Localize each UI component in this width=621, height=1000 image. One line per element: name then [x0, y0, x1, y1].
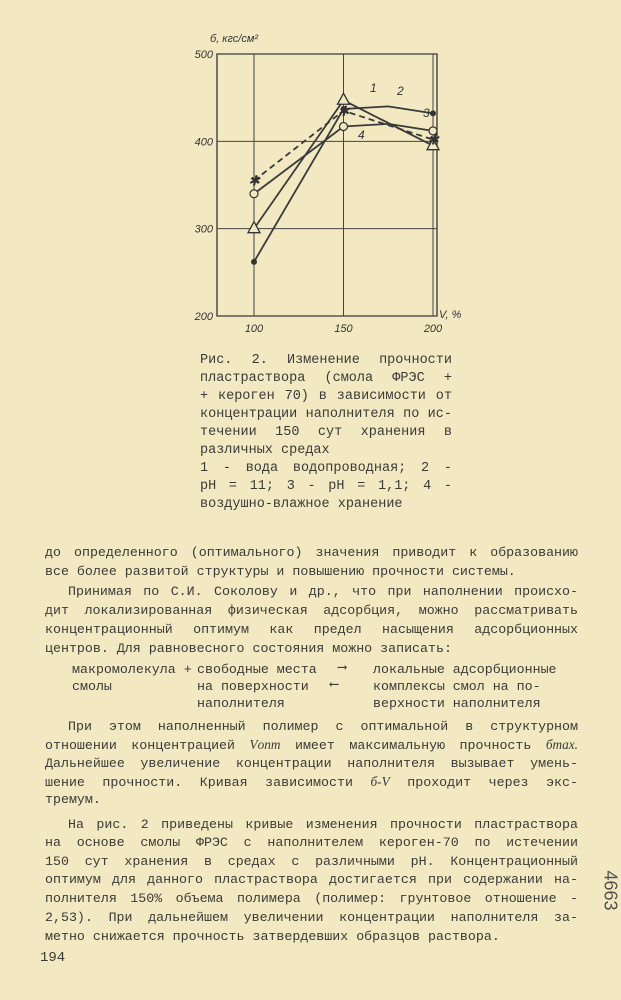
text-fragment: имеет максимальную прочность: [280, 738, 546, 753]
y-tick-label: 200: [194, 311, 213, 323]
caption-line: воздушно-влажное хранение: [200, 497, 403, 512]
text-line: Дальнейшее увеличение концентрации наполнителя вызывает умень-: [45, 756, 578, 771]
filled-circle-marker: [430, 110, 436, 116]
v-opt-symbol: Vопт: [249, 737, 281, 752]
text-line: [45, 772, 578, 792]
series-label: 2: [397, 84, 404, 98]
y-tick-label: 500: [194, 49, 213, 61]
caption-line: концентрации наполнителя по ис-: [200, 407, 452, 422]
arrow-right-icon: ⟶: [338, 660, 347, 675]
y-axis-label: б, кгс/см²: [210, 33, 259, 45]
page-number: 194: [40, 950, 66, 966]
text-fragment: проходит через экс-: [389, 775, 578, 790]
open-circle-marker: [340, 122, 348, 130]
text-line: На рис. 2 приведены кривые изменения прочности пластраствора: [68, 817, 578, 832]
y-tick-label: 300: [194, 223, 213, 236]
caption-line: + кероген 70) в зависимости от: [200, 389, 452, 404]
eq-right-1: локальные адсорбционные: [373, 662, 557, 677]
x-axis-label: V, %: [439, 309, 462, 321]
text-line: метно снижается прочность затвердевших образцов раствора.: [45, 929, 500, 944]
series-label: 3: [423, 106, 430, 120]
filled-circle-marker: [251, 259, 257, 265]
text-line: тремум.: [45, 792, 101, 807]
eq-mid-3: наполнителя: [197, 696, 285, 711]
text-line: дит локализированная физическая адсорбция, можно рассматривать: [45, 603, 578, 618]
caption-line: 1 - вода водопроводная; 2 -: [200, 461, 452, 476]
text-line: центров. Для равновесного состояния можно записать:: [45, 641, 452, 656]
text-line: 150 сут хранения в средах с различными pH. Концентрационный: [45, 854, 578, 869]
sigma-max-symbol: бmax.: [545, 737, 578, 752]
eq-right-2: комплексы смол на по-: [373, 679, 541, 694]
series-label: 1: [370, 81, 377, 95]
text-line: на основе смолы ФРЭС с наполнителем кероген-70 по истечении: [45, 835, 578, 850]
text-line: оптимум для данного пластраствора достигается при содержании на-: [45, 872, 578, 887]
caption-line: Рис. 2. Изменение прочности: [200, 353, 452, 368]
eq-left-1: макромолекула +: [72, 662, 192, 677]
text-line: Принимая по С.И. Соколову и др., что при наполнении происхо-: [68, 584, 578, 599]
star-marker: ✱: [427, 131, 439, 148]
caption-line: pH = 11; 3 - pH = 1,1; 4 -: [200, 479, 452, 494]
eq-right-3: верхности наполнителя: [373, 696, 541, 711]
strength-chart: [190, 30, 462, 340]
text-line: концентрационный оптимум как предел насыщения адсорбционных: [45, 622, 578, 637]
star-marker: ✱: [248, 172, 260, 189]
text-line: полнителя 150% объема полимера (полимер: грунтовое отношение -: [45, 891, 578, 906]
caption-line: пластраствора (смола ФРЭС +: [200, 371, 452, 386]
y-tick-label: 400: [194, 136, 213, 149]
caption-line: течении 150 сут хранения в: [200, 425, 452, 440]
eq-mid-1: свободные места: [197, 662, 317, 677]
x-tick-label: 100: [244, 323, 264, 335]
x-tick-label: 150: [334, 323, 353, 335]
text-line: [45, 735, 578, 755]
eq-left-2: смолы: [72, 679, 112, 694]
series-label: 4: [358, 128, 365, 142]
text-line: 2,53). При дальнейшем увеличении концентрации наполнителя за-: [45, 910, 578, 925]
text-line: При этом наполненный полимер с оптимальной в структурном: [68, 719, 578, 734]
text-line: до определенного (оптимального) значения приводит к образованию: [45, 545, 578, 560]
text-fragment: отношении концентрацией: [45, 738, 250, 753]
star-marker: ✱: [337, 102, 350, 119]
open-circle-marker: [250, 190, 258, 198]
text-line: все более развитой структуры и повышению прочности системы.: [45, 564, 516, 579]
arrow-left-icon: ⟵: [330, 677, 339, 692]
sigma-v-symbol: б-V: [370, 774, 390, 789]
x-tick-label: 200: [423, 323, 443, 335]
inventory-stamp: 4663: [600, 870, 621, 911]
eq-mid-2: на поверхности: [197, 679, 309, 694]
caption-line: различных средах: [200, 443, 330, 458]
text-fragment: шение прочности. Кривая зависимости: [45, 775, 371, 790]
